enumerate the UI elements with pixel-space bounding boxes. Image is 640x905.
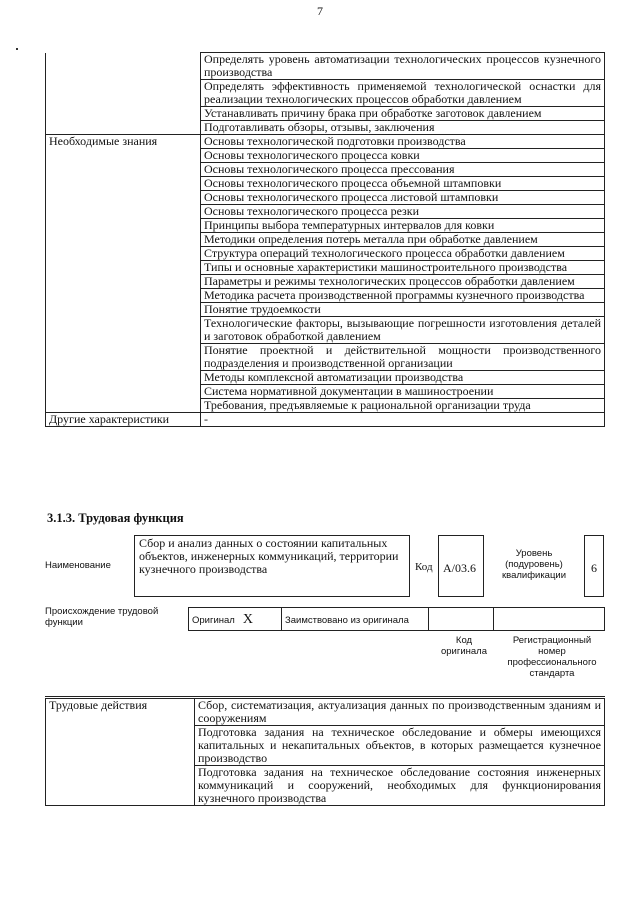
other-value: - xyxy=(201,413,605,427)
table-row xyxy=(46,766,605,806)
table-row xyxy=(46,275,605,289)
table-row xyxy=(46,205,605,219)
margin-dot xyxy=(16,48,18,50)
knowledge-item: Основы технологического процесса ковки xyxy=(201,149,605,163)
table-row xyxy=(46,726,605,766)
skill-item: Определять эффективность применяемой технологической оснастки для реализации технологических процессов обработки давлением xyxy=(201,80,605,107)
borrowed-label: Заимствовано из оригинала xyxy=(285,615,409,626)
table-row xyxy=(46,289,605,303)
level-value-box: 6 xyxy=(584,535,604,597)
table-row xyxy=(46,371,605,385)
actions-table xyxy=(45,696,605,806)
knowledge-item: Требования, предъявляемые к рациональной организации труда xyxy=(201,399,605,413)
code-value-box: A/03.6 xyxy=(438,535,484,597)
table-row xyxy=(46,413,605,427)
table-row xyxy=(46,149,605,163)
borrowed-cell xyxy=(282,608,429,631)
skill-item: Определять уровень автоматизации технологических процессов кузнечного производства xyxy=(201,53,605,80)
function-name-box: Сбор и анализ данных о состоянии капитальных объектов, инженерных коммуникаций, территории кузнечного производства xyxy=(134,535,410,597)
knowledge-item: Принципы выбора температурных интервалов для ковки xyxy=(201,219,605,233)
knowledge-item: Параметры и режимы технологических процессов обработки давлением xyxy=(201,275,605,289)
table-row xyxy=(46,344,605,371)
knowledge-item: Методики определения потерь металла при обработке давлением xyxy=(201,233,605,247)
knowledge-item: Основы технологического процесса листовой штамповки xyxy=(201,191,605,205)
name-label: Наименование xyxy=(45,560,111,571)
origin-label: Происхождение трудовой функции xyxy=(45,606,159,628)
code-label: Код xyxy=(415,561,433,573)
original-label: Оригинал xyxy=(192,615,235,626)
skill-item: Подготавливать обзоры, отзывы, заключения xyxy=(201,121,605,135)
table-row xyxy=(46,399,605,413)
table-row xyxy=(46,177,605,191)
table-row xyxy=(46,121,605,135)
section-title: 3.1.3. Трудовая функция xyxy=(47,511,184,525)
table-row xyxy=(46,247,605,261)
skills-label-cell xyxy=(46,53,201,80)
knowledge-table xyxy=(45,52,605,427)
table-row xyxy=(46,107,605,121)
original-mark: X xyxy=(242,612,253,627)
knowledge-item: Основы технологического процесса резки xyxy=(201,205,605,219)
knowledge-item: Основы технологического процесса прессования xyxy=(201,163,605,177)
table-row xyxy=(46,219,605,233)
knowledge-item: Методы комплексной автоматизации производства xyxy=(201,371,605,385)
action-item: Сбор, систематизация, актуализация данных по производственным зданиям и сооружениям xyxy=(195,698,605,726)
action-item: Подготовка задания на техническое обследование состояния инженерных коммуникаций и сооружений, необходимых для функционирования кузнечного производства xyxy=(195,766,605,806)
knowledge-item: Основы технологического процесса объемной штамповки xyxy=(201,177,605,191)
knowledge-label: Необходимые знания xyxy=(46,135,201,149)
table-row xyxy=(46,261,605,275)
other-label: Другие характеристики xyxy=(46,413,201,427)
table-row xyxy=(46,135,605,149)
knowledge-item: Понятие трудоемкости xyxy=(201,303,605,317)
table-row xyxy=(46,53,605,80)
knowledge-item: Понятие проектной и действительной мощности производственного подразделения и производственной организации xyxy=(201,344,605,371)
knowledge-item: Технологические факторы, вызывающие погрешности изготовления деталей и заготовок обработкой давлением xyxy=(201,317,605,344)
reg-number-label: Регистрационный номер профессионального стандарта xyxy=(507,635,597,679)
page-number: 7 xyxy=(317,4,323,18)
table-row xyxy=(46,80,605,107)
knowledge-item: Структура операций технологического процесса обработки давлением xyxy=(201,247,605,261)
actions-label: Трудовые действия xyxy=(46,698,195,726)
table-row xyxy=(46,385,605,399)
knowledge-item: Типы и основные характеристики машиностроительного производства xyxy=(201,261,605,275)
action-item: Подготовка задания на техническое обследование и обмеры имеющихся капитальных и некапитальных объектов, в которых размещается кузнечное производство xyxy=(195,726,605,766)
code-original-label: Код оригинала xyxy=(440,635,487,657)
reg-number-cell xyxy=(494,608,605,631)
table-row xyxy=(46,303,605,317)
table-row xyxy=(46,698,605,726)
knowledge-item: Методика расчета производственной программы кузнечного производства xyxy=(201,289,605,303)
table-row xyxy=(46,233,605,247)
level-label: Уровень (подуровень) квалификации xyxy=(501,548,567,581)
table-row xyxy=(46,191,605,205)
skill-item: Устанавливать причину брака при обработке заготовок давлением xyxy=(201,107,605,121)
original-cell xyxy=(189,608,282,631)
table-row xyxy=(46,163,605,177)
knowledge-item: Система нормативной документации в машиностроении xyxy=(201,385,605,399)
origin-table xyxy=(188,607,605,631)
table-row xyxy=(46,317,605,344)
code-original-cell xyxy=(429,608,494,631)
knowledge-item: Основы технологической подготовки производства xyxy=(201,135,605,149)
